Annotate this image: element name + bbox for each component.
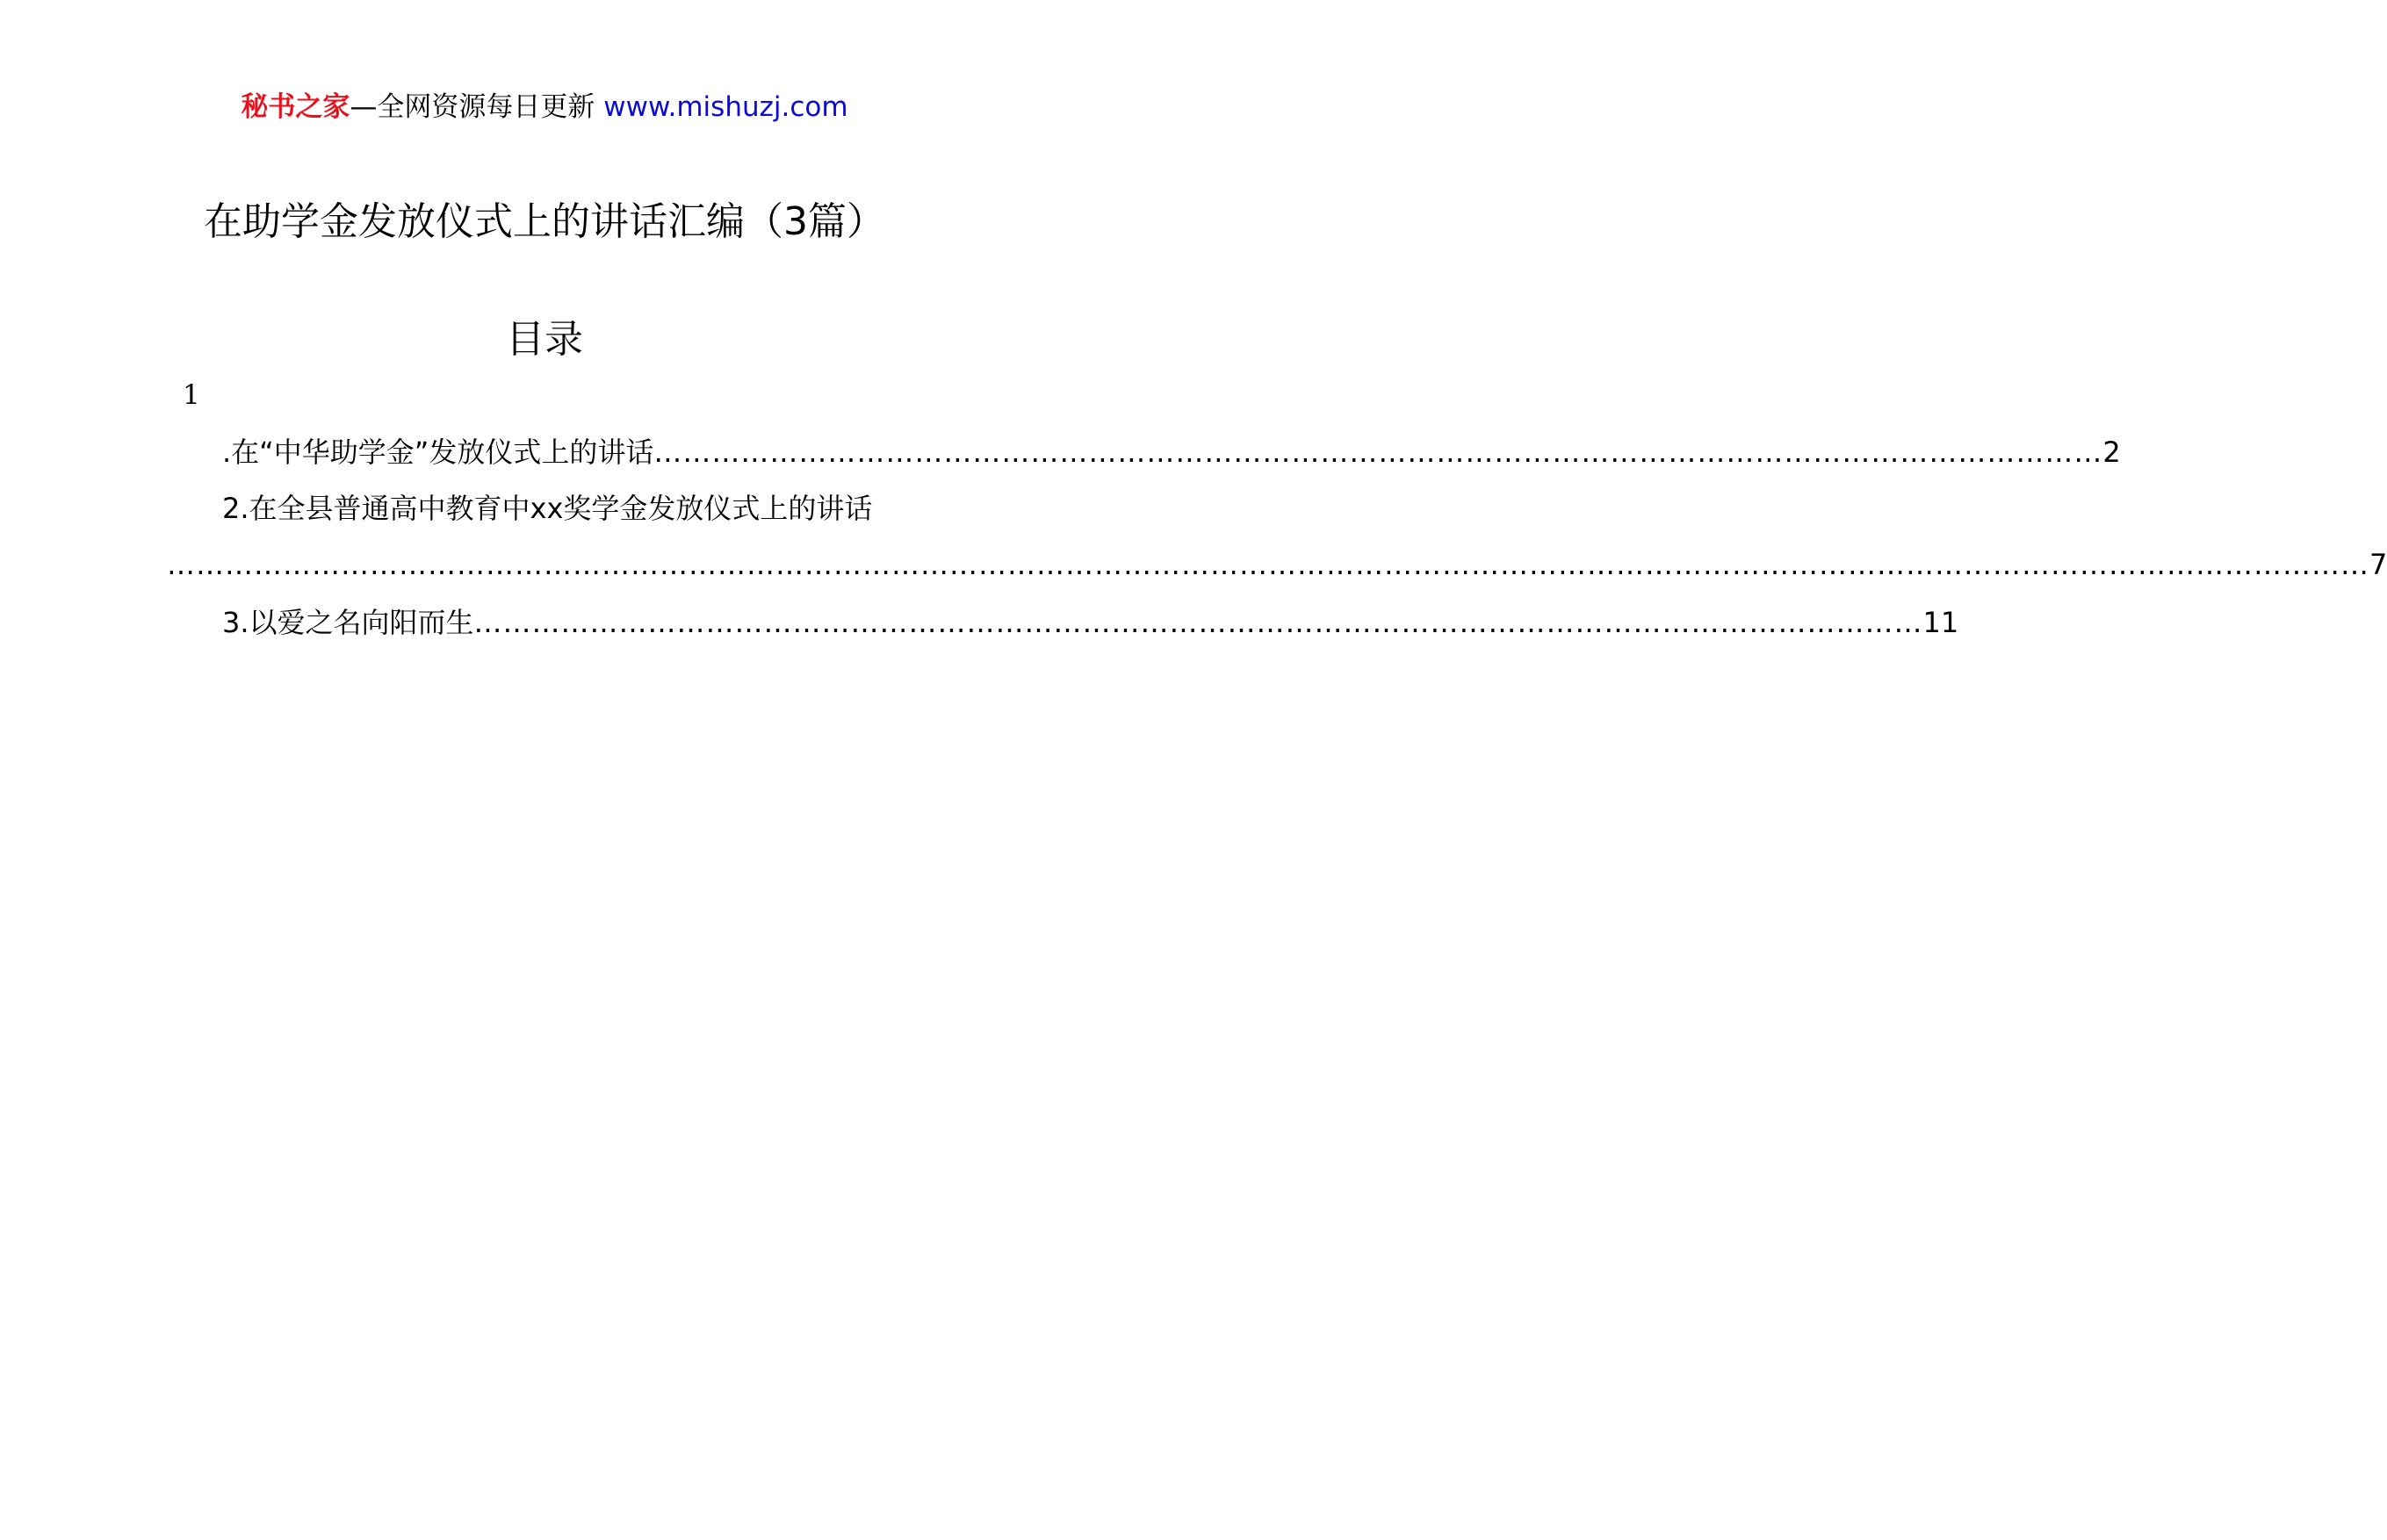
toc-entry-2-leader-line[interactable]: [167, 544, 2387, 585]
toc-entry-1[interactable]: [222, 432, 2121, 472]
toc-entry-title: 2.在全县普通高中教育中xx奖学金发放仪式上的讲话: [222, 492, 873, 525]
toc-entry-title: .在“中华助学金”发放仪式上的讲话: [222, 435, 654, 469]
toc-leader-dots: ……………………………………………………………………………………………………………………………………: [473, 606, 1923, 639]
toc-heading: 目录: [506, 317, 583, 362]
header-url[interactable]: www.mishuzj.com: [603, 91, 848, 123]
toc-leader-dots: …………………………………………………………………………………………………………………………………………………………………………………………………………: [167, 548, 2369, 581]
toc-entry-page: 11: [1922, 606, 1959, 639]
toc-entry-page: 2: [2102, 435, 2121, 469]
toc-entry-3[interactable]: [222, 602, 1959, 643]
document-title: 在助学金发放仪式上的讲话汇编（3篇）: [204, 199, 885, 244]
toc-leader-dots: ……………………………………………………………………………………………………………………………………: [653, 435, 2103, 469]
header-slogan: —全网资源每日更新: [350, 91, 604, 123]
toc-entry-page: 7: [2369, 548, 2387, 581]
toc-entry-title: 3.以爱之名向阳而生: [222, 606, 474, 639]
stray-number: 1: [183, 379, 200, 411]
site-header: [0, 88, 1089, 126]
brand-name: 秘书之家: [241, 91, 350, 123]
toc-entry-2-title[interactable]: [222, 488, 925, 529]
